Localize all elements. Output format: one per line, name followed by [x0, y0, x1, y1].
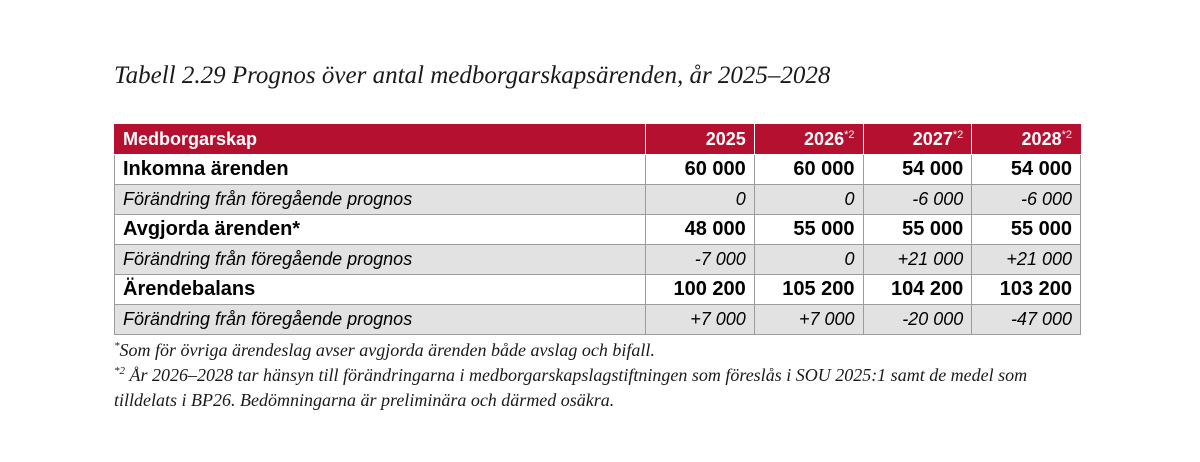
header-year-text: 2028 [1021, 129, 1062, 149]
table-cell: -20 000 [863, 305, 972, 335]
header-year-2026 [754, 125, 863, 155]
table-row-avgjorda [115, 215, 1081, 245]
row-label: Avgjorda ärenden* [115, 215, 646, 245]
header-year-mark: *2 [1061, 129, 1072, 141]
header-year-text: 2025 [705, 129, 746, 149]
table-cell: 104 200 [863, 275, 972, 305]
table-cell: 55 000 [754, 215, 863, 245]
table-row-arendebalans [115, 275, 1081, 305]
row-label: Förändring från föregående prognos [115, 245, 646, 275]
table-cell: +21 000 [972, 245, 1081, 275]
footnote-mark: * [114, 340, 120, 352]
header-label: Medborgarskap [115, 125, 646, 155]
table-cell: 103 200 [972, 275, 1081, 305]
header-year-text: 2026 [804, 129, 845, 149]
table-cell: -6 000 [972, 185, 1081, 215]
footnote-text: Som för övriga ärendeslag avser avgjorda ärenden både avslag och bifall. [119, 340, 655, 360]
header-year-2028 [972, 125, 1081, 155]
header-year-mark: *2 [952, 129, 964, 141]
table-row-change-avgjorda [115, 245, 1081, 275]
header-year-2027 [863, 125, 972, 155]
table-row-inkomna [115, 155, 1081, 185]
table-cell: +7 000 [646, 305, 755, 335]
footnote-mark: *2 [114, 365, 125, 377]
table-cell: +21 000 [863, 245, 972, 275]
row-label: Inkomna ärenden [115, 155, 646, 185]
footnotes [114, 338, 1074, 413]
table-caption: Tabell 2.29 Prognos över antal medborgarskapsärenden, år 2025–2028 [114, 62, 831, 89]
row-label: Ärendebalans [115, 275, 646, 305]
table-cell: 0 [754, 245, 863, 275]
table-cell: 55 000 [863, 215, 972, 245]
table-cell: 105 200 [754, 275, 863, 305]
table-cell: 54 000 [972, 155, 1081, 185]
table-cell: 100 200 [646, 275, 755, 305]
table-cell: -47 000 [972, 305, 1081, 335]
row-label: Förändring från föregående prognos [115, 185, 646, 215]
footnote [114, 363, 1074, 413]
table-cell: 0 [754, 185, 863, 215]
header-year-mark: *2 [844, 129, 855, 141]
footnote [114, 338, 1074, 363]
table-cell: 60 000 [754, 155, 863, 185]
row-label: Förändring från föregående prognos [115, 305, 646, 335]
table-cell: 55 000 [972, 215, 1081, 245]
table-cell: +7 000 [754, 305, 863, 335]
table-row-change-arendebalans [115, 305, 1081, 335]
forecast-table [114, 124, 1081, 335]
table-row-change-inkomna [115, 185, 1081, 215]
table-cell: 0 [646, 185, 755, 215]
header-year-text: 2027 [912, 129, 953, 149]
table-cell: 54 000 [863, 155, 972, 185]
footnote-text: År 2026–2028 tar hänsyn till förändringarna i medborgarskapslagstiftningen som föreslås i SOU 2025:1 samt de medel som tilldelats i BP26. Bedömningarna är preliminära och därmed osäkra. [114, 365, 1028, 410]
header-year-2025 [646, 125, 755, 155]
table-cell: 48 000 [646, 215, 755, 245]
table-cell: 60 000 [646, 155, 755, 185]
table-header-row [115, 125, 1081, 155]
table-cell: -6 000 [863, 185, 972, 215]
table-cell: -7 000 [646, 245, 755, 275]
